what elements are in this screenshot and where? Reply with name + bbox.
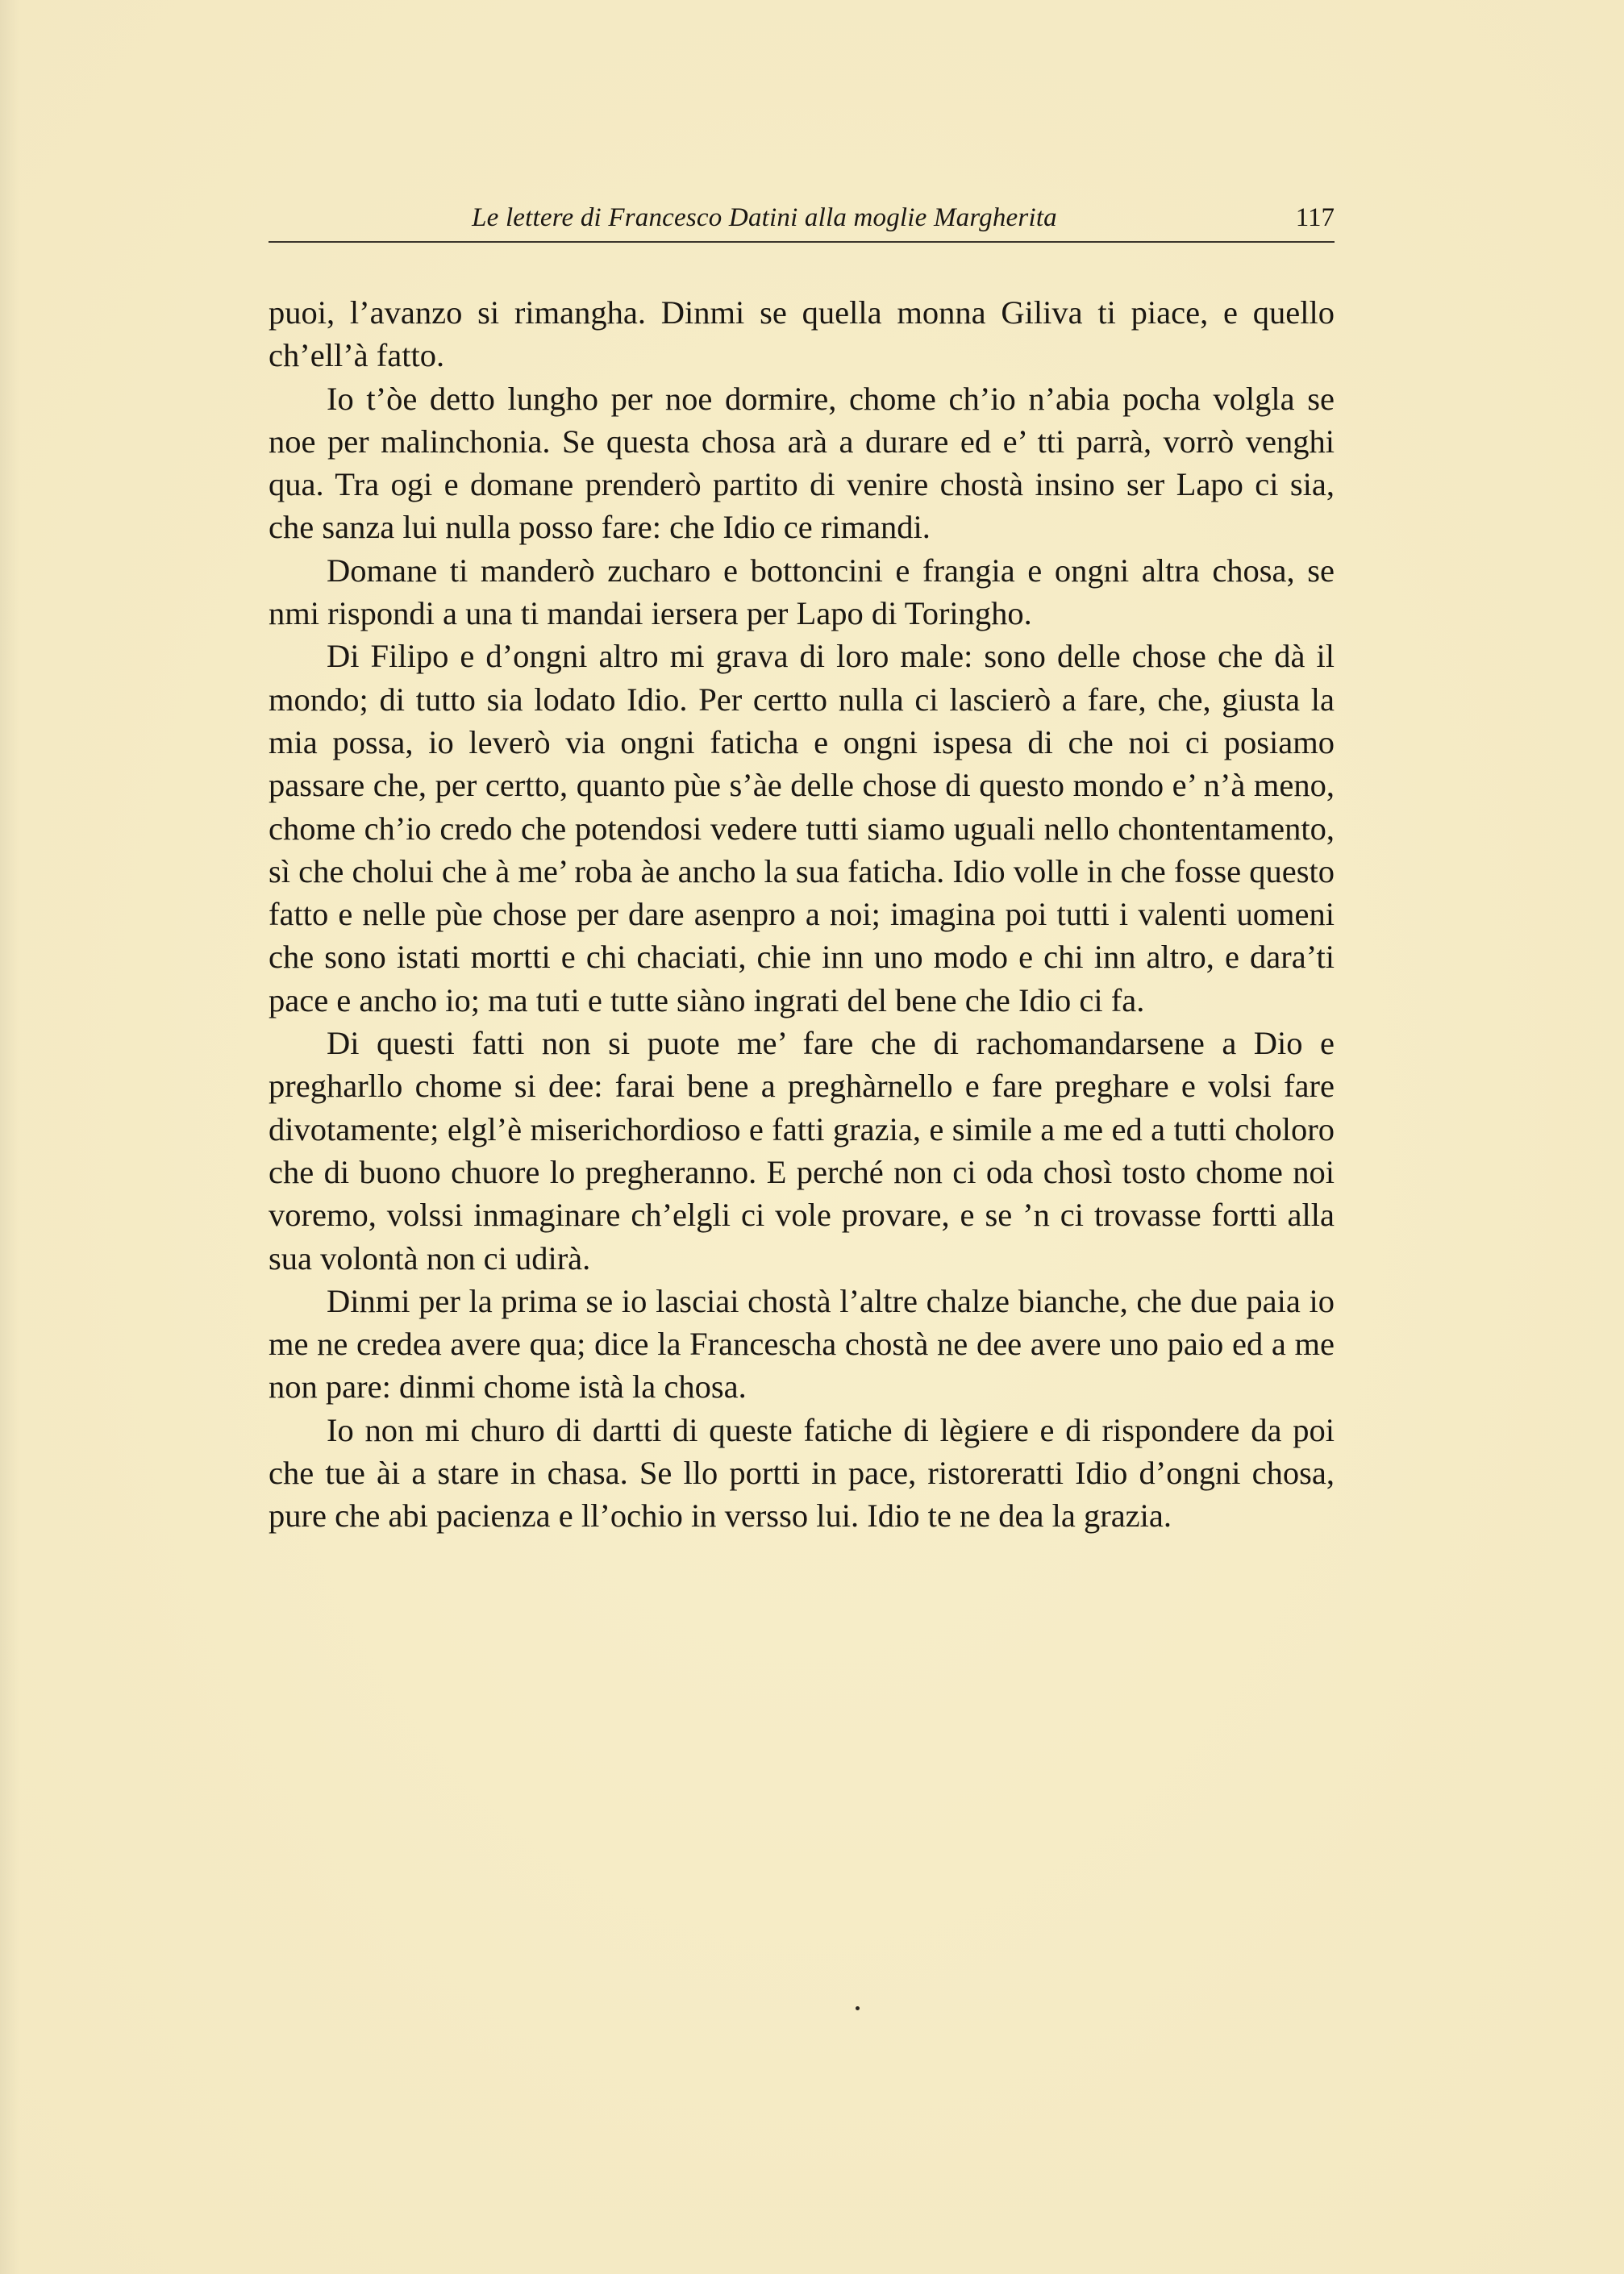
paragraph: Di Filipo e d’ongni altro mi grava di loro male: sono delle chose che dà il mondo; di tutto sia lodato Idio. Per certto nulla ci lascierò a fare, che, giusta la mia possa, io leverò via ongni faticha e ongni ispesa di che noi ci posiamo passare che, per certto, quanto pùe s’àe delle chose di questo mondo e’ n’à meno, chome ch’io credo che potendosi vedere tutti siamo uguali nello chontentamento, sì che cholui che à me’ roba àe ancho la sua faticha. Idio volle in che fosse questo fatto e nelle pùe chose per dare asenpro a noi; imagina poi tutti i valenti uomeni che sono istati mortti e chi chaciati, chie inn uno modo e chi inn altro, e dara’ti pace e ancho io; ma tuti e tutte siàno ingrati del bene che Idio ci fa. [269,638,1335,1018]
header-rule [269,241,1335,243]
paragraph: Dinmi per la prima se io lasciai chostà l’altre chalze bianche, che due paia io me ne credea avere qua; dice la Francescha chostà ne dee avere uno paio ed a me non pare: dinmi chome istà la chosa. [269,1282,1335,1406]
page-number: 117 [1295,203,1335,232]
paragraph: Io t’òe detto lungho per noe dormire, chome ch’io n’abia pocha volgla se noe per malinchonia. Se questa chosa arà a durare ed e’ tti parrà, vorrò venghi qua. Tra ogi e domane prenderò partito di venire chostà insino ser Lapo ci sia, che sanza lui nulla posso fare: che Idio ce rimandi. [269,380,1335,546]
paragraph: Di questi fatti non si puote me’ fare che di rachomandarsene a Dio e pregharllo chome si dee: farai bene a preghàrnello e fare preghare e volsi fare divotamente; elgl’è miserichordioso e fatti grazia, e simile a me ed a tutti choloro che di buono chuore lo pregheranno. E perché non ci oda chosì tosto chome noi voremo, volssi inmaginare ch’elgli ci vole provare, e se ’n ci trovasse fortti alla sua volontà non ci udirà. [269,1025,1335,1277]
paper-speck [856,2006,860,2010]
paragraph: puoi, l’avanzo si rimangha. Dinmi se quella monna Giliva ti piace, e quello ch’ell’à fatto. [269,294,1335,374]
running-header [269,202,1335,239]
paragraph: Io non mi churo di dartti di queste fatiche di lègiere e di rispondere da poi che tue ài a stare in chasa. Se llo portti in pace, ristoreratti Idio d’ongni chosa, pure che abi pacienza e ll’ochio in versso lui. Idio te ne dea la grazia. [269,1411,1335,1535]
body-text [269,291,1335,1538]
running-title: Le lettere di Francesco Datini alla moglie Margherita [472,203,1057,232]
paragraph: Domane ti manderò zucharo e bottoncini e frangia e ongni altra chosa, se nmi rispondi a una ti mandai iersera per Lapo di Toringho. [269,552,1335,632]
